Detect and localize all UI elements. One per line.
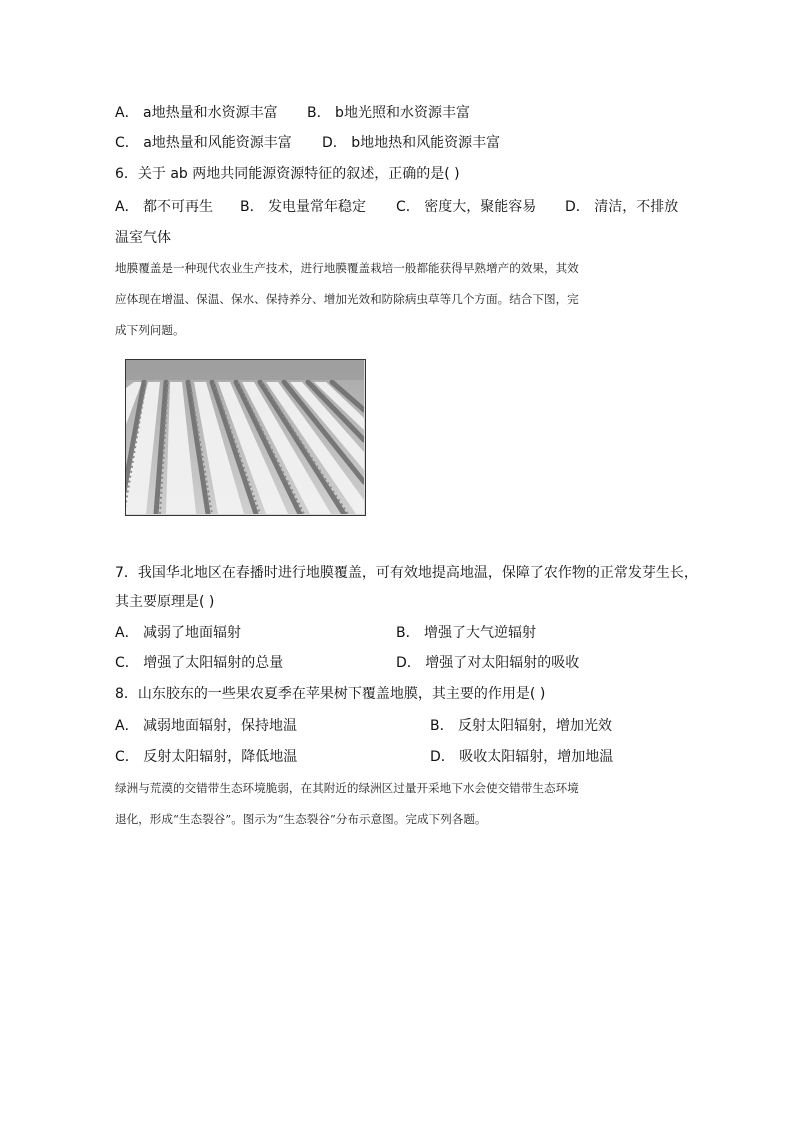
q8-option-d: D． 吸收太阳辐射，增加地温 — [430, 749, 614, 765]
field-rows-image — [126, 360, 364, 514]
q7-option-c: C． 增强了太阳辐射的总量 — [115, 655, 284, 671]
passage2-line1: 绿洲与荒漠的交错带生态环境脆弱，在其附近的绿洲区过量开采地下水会使交错带生态环境 — [115, 781, 579, 795]
passage1-line1: 地膜覆盖是一种现代农业生产技术，进行地膜覆盖栽培一般都能获得早熟增产的效果，其效 — [115, 261, 579, 275]
q5-option-a: A． a地热量和水资源丰富 — [115, 105, 278, 121]
passage2-line2: 退化，形成“生态裂谷”。图示为“生态裂谷”分布示意图。完成下列各题。 — [115, 812, 487, 826]
q8-option-b: B． 反射太阳辐射，增加光效 — [430, 718, 613, 734]
q6-option-b: B． 发电量常年稳定 — [240, 199, 367, 215]
field-film-photo — [125, 359, 366, 516]
q7-stem-line1: 7．我国华北地区在春播时进行地膜覆盖，可有效地提高地温，保障了农作物的正常发芽生长， — [115, 565, 698, 581]
q7-option-a: A． 减弱了地面辐射 — [115, 625, 242, 641]
q8-stem: 8．山东胶东的一些果农夏季在苹果树下覆盖地膜，其主要的作用是( ) — [115, 686, 546, 702]
q7-stem-line2: 其主要原理是( ) — [115, 594, 215, 610]
passage1-line3: 成下列问题。 — [115, 323, 185, 337]
q6-option-d-continued: 温室气体 — [115, 230, 171, 246]
q6-option-c: C． 密度大，聚能容易 — [396, 199, 537, 215]
q6-stem: 6．关于 ab 两地共同能源资源特征的叙述，正确的是( ) — [115, 166, 460, 182]
q5-option-c: C． a地热量和风能资源丰富 — [115, 135, 292, 151]
q6-option-d: D． 清洁，不排放 — [565, 199, 679, 215]
q6-option-a: A． 都不可再生 — [115, 199, 214, 215]
q5-option-d: D． b地地热和风能资源丰富 — [322, 135, 501, 151]
q8-option-a: A． 减弱地面辐射，保持地温 — [115, 718, 298, 734]
q7-option-d: D． 增强了对太阳辐射的吸收 — [396, 655, 580, 671]
passage1-line2: 应体现在增温、保温、保水、保持养分、增加光效和防除病虫草等几个方面。结合下图，完 — [115, 292, 579, 306]
q7-option-b: B． 增强了大气逆辐射 — [396, 625, 537, 641]
q8-option-c: C． 反射太阳辐射，降低地温 — [115, 749, 298, 765]
q5-option-b: B． b地光照和水资源丰富 — [307, 105, 470, 121]
